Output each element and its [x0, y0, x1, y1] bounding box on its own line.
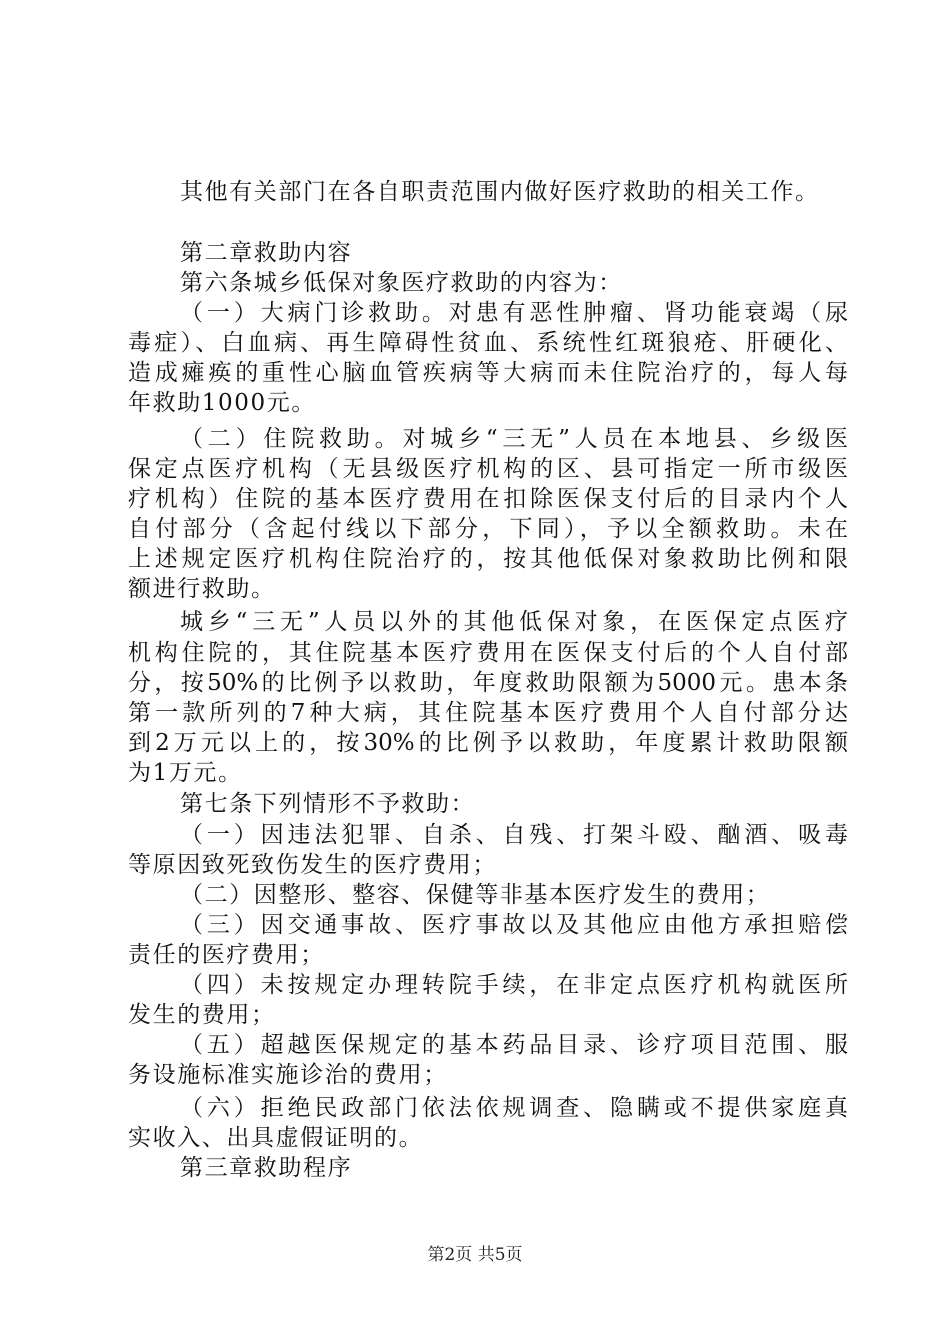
paragraph-line: （二）住院救助。对城乡“三无”人员在本地县、乡级医: [180, 426, 848, 452]
paragraph-line: （五）超越医保规定的基本药品目录、诊疗项目范围、服: [180, 1032, 848, 1058]
paragraph-line: （一）大病门诊救助。对患有恶性肿瘤、肾功能衰竭（尿: [180, 300, 848, 326]
article-heading: 第六条城乡低保对象医疗救助的内容为：: [180, 270, 623, 296]
paragraph-line: 额进行救助。: [128, 576, 276, 602]
paragraph-line: （二）因整形、整容、保健等非基本医疗发生的费用；: [180, 882, 771, 908]
article-heading: 第七条下列情形不予救助：: [180, 791, 476, 817]
paragraph-line: 第一款所列的7种大病，其住院基本医疗费用个人自付部分达: [128, 700, 848, 726]
chapter-heading: 第三章救助程序: [180, 1155, 353, 1181]
paragraph-line: 责任的医疗费用；: [128, 942, 325, 968]
paragraph-line: 分，按50%的比例予以救助，年度救助限额为5000元。患本条: [128, 670, 848, 696]
paragraph-line: 自付部分（含起付线以下部分，下同），予以全额救助。未在: [128, 516, 848, 542]
paragraph-line: （四）未按规定办理转院手续，在非定点医疗机构就医所: [180, 972, 848, 998]
paragraph-line: 到2万元以上的，按30%的比例予以救助，年度累计救助限额: [128, 730, 848, 756]
paragraph-line: 上述规定医疗机构住院治疗的，按其他低保对象救助比例和限: [128, 546, 848, 572]
paragraph-line: 等原因致死致伤发生的医疗费用；: [128, 852, 497, 878]
paragraph-line: 机构住院的，其住院基本医疗费用在医保支付后的个人自付部: [128, 640, 848, 666]
chapter-heading: 第二章救助内容: [180, 240, 353, 266]
paragraph-line: 其他有关部门在各自职责范围内做好医疗救助的相关工作。: [180, 179, 820, 205]
paragraph-line: 务设施标准实施诊治的费用；: [128, 1062, 448, 1088]
paragraph-line: 实收入、出具虚假证明的。: [128, 1125, 424, 1151]
paragraph-line: 发生的费用；: [128, 1002, 276, 1028]
paragraph-line: 疗机构）住院的基本医疗费用在扣除医保支付后的目录内个人: [128, 486, 848, 512]
paragraph-line: （一）因违法犯罪、自杀、自残、打架斗殴、酗酒、吸毒: [180, 822, 848, 848]
paragraph-line: （三）因交通事故、医疗事故以及其他应由他方承担赔偿: [180, 912, 848, 938]
page-number-footer: 第2页 共5页: [427, 1245, 523, 1265]
paragraph-line: 为1万元。: [128, 760, 243, 786]
paragraph-line: 保定点医疗机构（无县级医疗机构的区、县可指定一所市级医: [128, 456, 848, 482]
paragraph-line: 年救助1000元。: [128, 390, 316, 416]
paragraph-line: 城乡“三无”人员以外的其他低保对象，在医保定点医疗: [180, 609, 848, 635]
paragraph-line: 毒症）、白血病、再生障碍性贫血、系统性红斑狼疮、肝硬化、: [128, 330, 848, 356]
paragraph-line: 造成瘫痪的重性心脑血管疾病等大病而未住院治疗的，每人每: [128, 360, 848, 386]
paragraph-line: （六）拒绝民政部门依法依规调查、隐瞒或不提供家庭真: [180, 1095, 848, 1121]
